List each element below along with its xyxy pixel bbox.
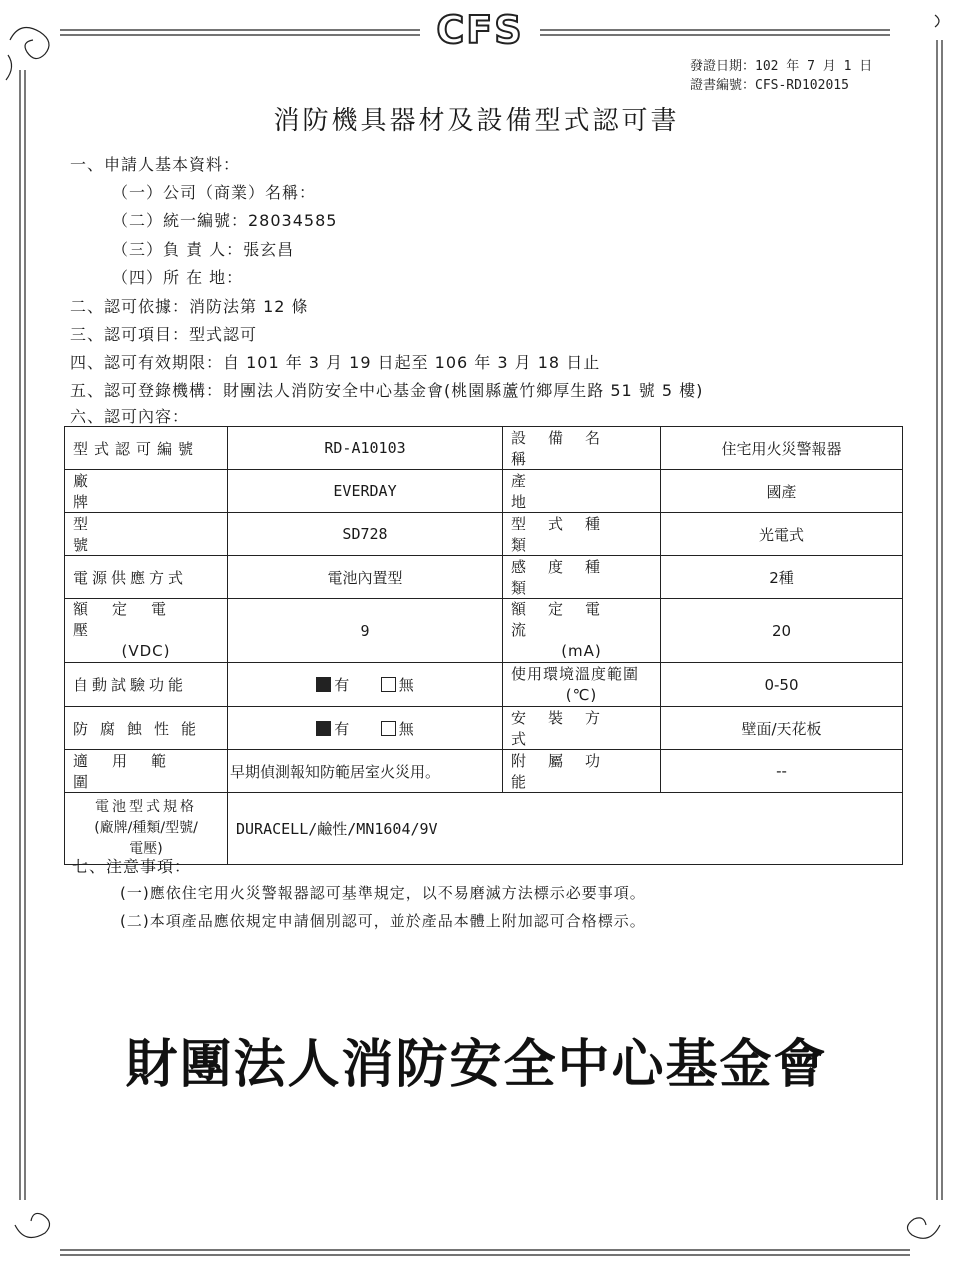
cell-value bbox=[228, 663, 503, 707]
checkbox-empty-icon bbox=[381, 721, 396, 736]
table-row bbox=[65, 513, 903, 556]
cell-label: 防腐蝕性能 bbox=[65, 707, 228, 750]
option-yes: 有 bbox=[334, 719, 350, 738]
cell-value: 光電式 bbox=[661, 513, 903, 556]
issue-date: 發證日期：102 年 7 月 1 日 bbox=[690, 59, 873, 74]
cell-value bbox=[228, 707, 503, 750]
note-item: (一)應依住宅用火災警報器認可基準規定，以不易磨滅方法標示必要事項。 bbox=[120, 884, 646, 902]
label-line: 額定電流 bbox=[511, 600, 623, 639]
cell-value: 電池內置型 bbox=[228, 556, 503, 599]
organization-seal-text: 財團法人消防安全中心基金會 bbox=[125, 1034, 828, 1095]
label-line: 額定電壓 bbox=[73, 600, 191, 639]
cell-label: 感度種類 bbox=[503, 556, 661, 599]
notes-heading: 七、注意事項： bbox=[72, 857, 192, 876]
label-unit: (℃) bbox=[565, 685, 598, 704]
cell-label: 產地 bbox=[503, 470, 661, 513]
label-line: 電池型式規格 bbox=[95, 799, 197, 815]
applicant-company: （一）公司（商業）名稱： bbox=[112, 183, 317, 202]
cell-value: 早期偵測報知防範居室火災用。 bbox=[228, 750, 503, 793]
cell-value: DURACELL/鹼性/MN1604/9V bbox=[228, 793, 903, 865]
cell-value: 住宅用火災警報器 bbox=[661, 427, 903, 470]
label-line: (廠牌/種類/型號/ bbox=[94, 820, 198, 836]
cell-label bbox=[65, 599, 228, 663]
cell-label: 安裝方式 bbox=[503, 707, 661, 750]
option-yes: 有 bbox=[334, 676, 350, 694]
cell-label: 附屬功能 bbox=[503, 750, 661, 793]
section-applicant-heading: 一、申請人基本資料： bbox=[70, 155, 241, 174]
cell-value: 壁面/天花板 bbox=[661, 707, 903, 750]
cell-label: 型式種類 bbox=[503, 513, 661, 556]
label-unit: (VDC) bbox=[121, 642, 171, 660]
table-row bbox=[65, 556, 903, 599]
option-no: 無 bbox=[398, 676, 414, 694]
validity-period: 四、認可有效期限：自 101 年 3 月 19 日起至 106 年 3 月 18 日止 bbox=[70, 353, 601, 372]
checkbox-checked-icon bbox=[316, 677, 331, 692]
approval-content-table bbox=[64, 426, 903, 865]
applicant-tax-id: （二）統一編號：28034585 bbox=[112, 211, 338, 230]
table-row bbox=[65, 707, 903, 750]
cell-value: -- bbox=[661, 750, 903, 793]
label-unit: (mA) bbox=[561, 642, 602, 660]
table-row bbox=[65, 750, 903, 793]
cell-value: EVERDAY bbox=[228, 470, 503, 513]
cell-label: 型式認可編號 bbox=[65, 427, 228, 470]
applicant-owner: （三）負 責 人：張玄昌 bbox=[112, 240, 295, 259]
cell-value: 20 bbox=[661, 599, 903, 663]
cell-label: 廠牌 bbox=[65, 470, 228, 513]
cell-label bbox=[503, 663, 661, 707]
cell-label: 型號 bbox=[65, 513, 228, 556]
checkbox-checked-icon bbox=[316, 721, 331, 736]
note-item: (二)本項產品應依規定申請個別認可，並於產品本體上附加認可合格標示。 bbox=[120, 912, 646, 930]
approval-basis: 二、認可依據：消防法第 12 條 bbox=[70, 297, 309, 316]
option-no: 無 bbox=[398, 719, 414, 738]
registration-agency: 五、認可登錄機構：財團法人消防安全中心基金會(桃園縣蘆竹鄉厚生路 51 號 5 樓) bbox=[70, 381, 704, 400]
label-line: 電壓) bbox=[129, 841, 163, 857]
cell-label: 電源供應方式 bbox=[65, 556, 228, 599]
label-line: 使用環境溫度範圍 bbox=[511, 664, 640, 683]
approval-item: 三、認可項目：型式認可 bbox=[70, 325, 258, 344]
cell-label: 設備名稱 bbox=[503, 427, 661, 470]
checkbox-empty-icon bbox=[381, 677, 396, 692]
table-row bbox=[65, 599, 903, 663]
table-row bbox=[65, 470, 903, 513]
cell-value: 9 bbox=[228, 599, 503, 663]
cell-value: 2種 bbox=[661, 556, 903, 599]
cell-value: SD728 bbox=[228, 513, 503, 556]
cfs-logo: CFS bbox=[425, 8, 535, 52]
table-row bbox=[65, 663, 903, 707]
cell-value: RD-A10103 bbox=[228, 427, 503, 470]
document-title: 消防機具器材及設備型式認可書 bbox=[273, 106, 680, 136]
applicant-address: （四）所 在 地： bbox=[112, 268, 244, 287]
cell-value: 國產 bbox=[661, 470, 903, 513]
cell-label: 自動試驗功能 bbox=[65, 663, 228, 707]
cell-label bbox=[503, 599, 661, 663]
cell-label: 適用範圍 bbox=[65, 750, 228, 793]
table-row bbox=[65, 427, 903, 470]
cell-value: 0-50 bbox=[661, 663, 903, 707]
approval-content-heading: 六、認可內容： bbox=[70, 407, 190, 426]
certificate-number: 證書編號：CFS-RD102015 bbox=[690, 78, 849, 93]
